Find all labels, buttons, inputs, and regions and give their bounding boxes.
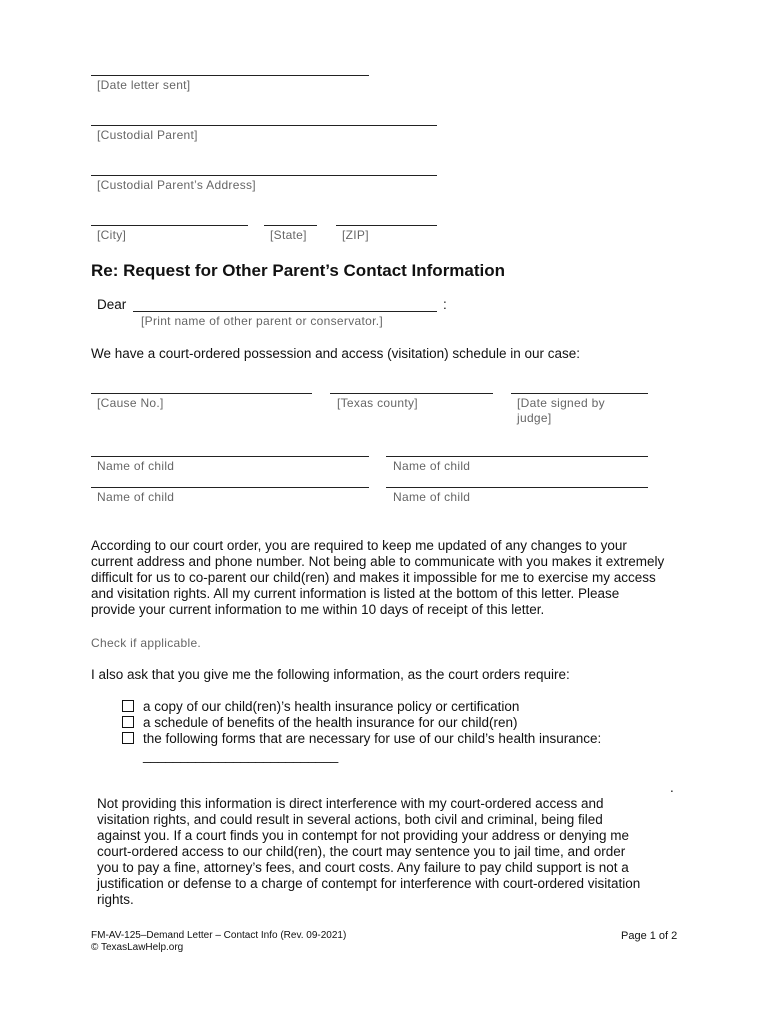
child-line-2[interactable] [386,456,648,457]
footer-form-id: FM-AV-125–Demand Letter – Contact Info (Rev. 09-2021) [91,930,347,941]
custodial-address-line[interactable] [91,175,437,176]
footer-copyright: © TexasLawHelp.org [91,942,184,953]
cause-no-line[interactable] [91,393,312,394]
warning-line-5: you to pay a fine, attorney’s fees, and court costs. Any failure to pay child support is not a [97,860,629,875]
body-line-4: and visitation rights. All my current information is listed at the bottom of this letter. Please [91,586,620,601]
zip-line[interactable] [336,225,437,226]
checkbox-insurance-policy[interactable] [122,700,134,712]
county-line[interactable] [330,393,493,394]
dear-colon: : [443,297,447,312]
warning-line-2: visitation rights, and could result in several actions, both civil and criminal, being filed [97,812,603,827]
custodial-address-label: [Custodial Parent’s Address] [97,178,256,192]
body-line-5: provide your current information to me within 10 days of receipt of this letter. [91,602,545,617]
checklist-item-3: the following forms that are necessary for use of our child’s health insurance: [143,731,602,746]
date-signed-label-2: judge] [517,411,552,425]
child-line-1[interactable] [91,456,369,457]
state-label: [State] [270,228,307,242]
date-signed-line[interactable] [511,393,648,394]
child-label-3: Name of child [97,490,175,504]
warning-line-3: against you. If a court finds you in contempt for not providing your address or denying me [97,828,630,843]
dear-hint: [Print name of other parent or conservator.] [141,314,383,328]
check-if-applicable-note: Check if applicable. [91,636,202,650]
warning-line-6: justification or defense to a charge of contempt for interference with court-ordered visitation [97,876,641,891]
warning-line-4: court-ordered access to our child(ren), the court may sentence you to jail time, and order [97,844,626,859]
child-label-1: Name of child [97,459,175,473]
date-letter-sent-label: [Date letter sent] [97,78,191,92]
stray-period: . [670,780,674,795]
state-line[interactable] [264,225,317,226]
forms-blank-line[interactable]: __________________________ [143,748,339,763]
dear-label: Dear [97,297,127,312]
warning-line-7: rights. [97,892,134,907]
child-label-2: Name of child [393,459,471,473]
custodial-parent-line[interactable] [91,125,437,126]
body-line-3: difficult for us to co-parent our child(ren) and makes it impossible for me to exercise my access [91,570,656,585]
warning-line-1: Not providing this information is direct interference with my court-ordered access and [97,796,604,811]
body-line-2: current address and phone number. Not being able to communicate with you makes it extremely [91,554,665,569]
schedule-intro: We have a court-ordered possession and access (visitation) schedule in our case: [91,346,581,361]
cause-no-label: [Cause No.] [97,396,164,410]
child-line-3[interactable] [91,487,369,488]
date-signed-label-1: [Date signed by [517,396,605,410]
city-line[interactable] [91,225,248,226]
ask-intro: I also ask that you give me the following information, as the court orders require: [91,667,570,682]
footer-page-number: Page 1 of 2 [621,930,678,942]
checklist-item-1: a copy of our child(ren)’s health insurance policy or certification [143,699,520,714]
child-line-4[interactable] [386,487,648,488]
zip-label: [ZIP] [342,228,369,242]
body-line-1: According to our court order, you are required to keep me updated of any changes to your [91,538,627,553]
re-title: Re: Request for Other Parent’s Contact Information [91,261,506,280]
dear-name-line[interactable] [133,311,437,312]
custodial-parent-label: [Custodial Parent] [97,128,198,142]
checklist-item-2: a schedule of benefits of the health insurance for our child(ren) [143,715,518,730]
child-label-4: Name of child [393,490,471,504]
checkbox-schedule-of-benefits[interactable] [122,716,134,728]
city-label: [City] [97,228,127,242]
county-label: [Texas county] [337,396,418,410]
date-line[interactable] [91,75,369,76]
checkbox-insurance-forms[interactable] [122,732,134,744]
